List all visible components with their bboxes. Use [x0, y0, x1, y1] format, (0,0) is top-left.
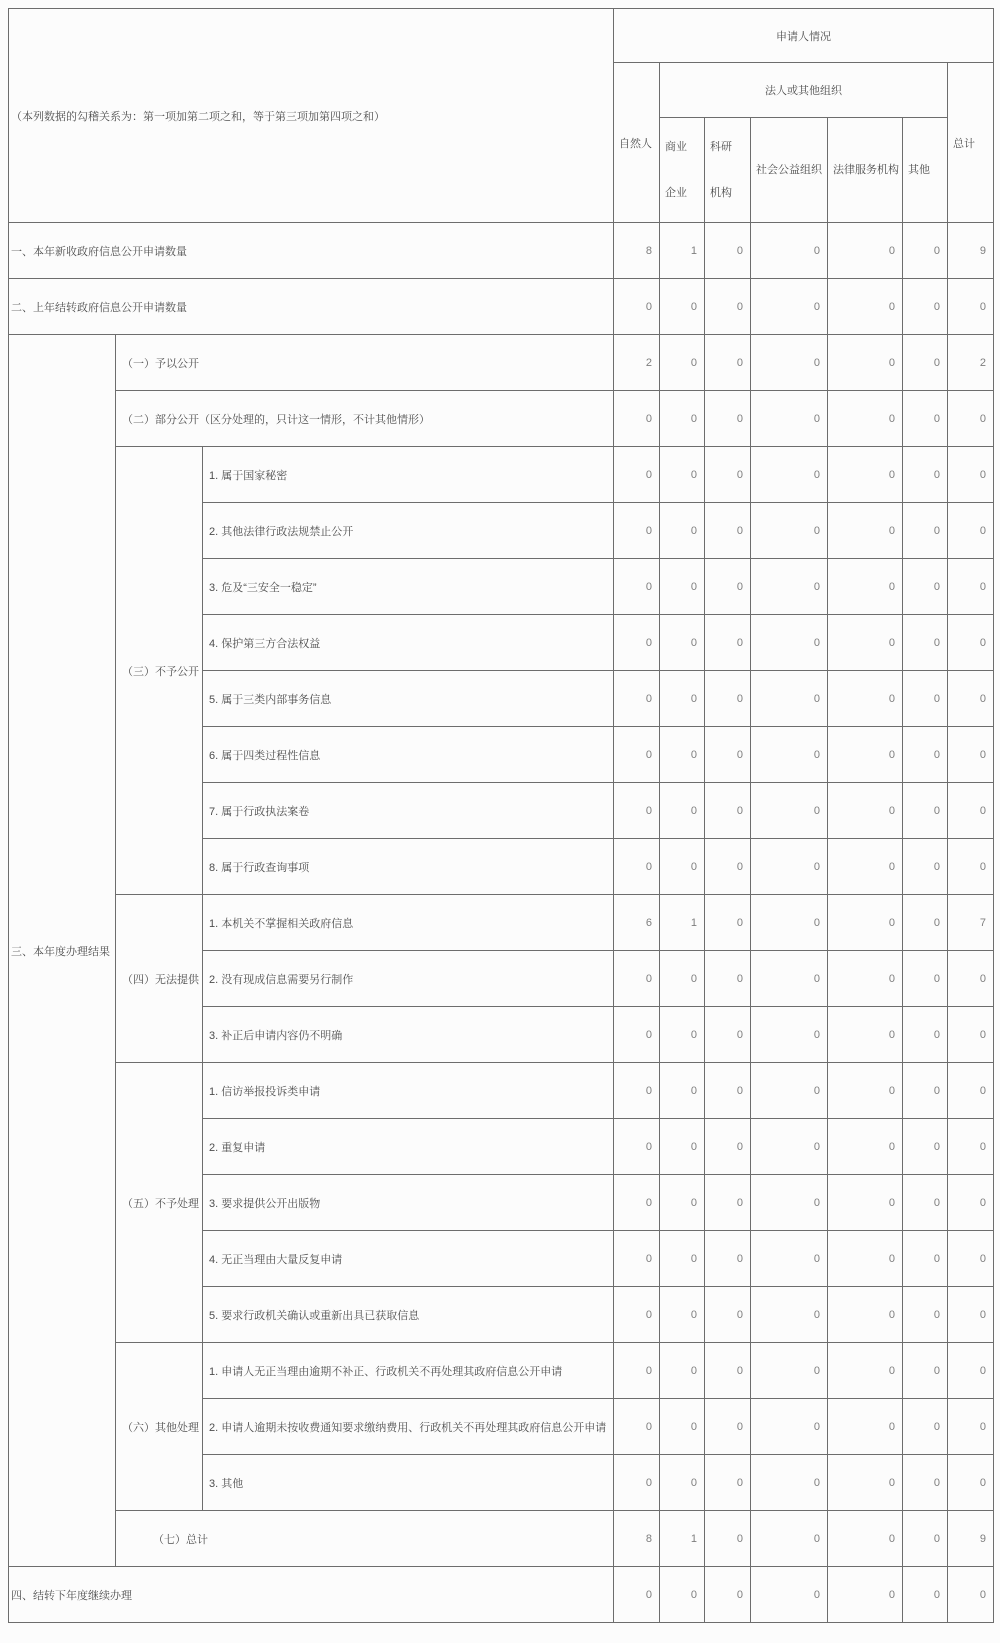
- section-processing-results-label: 三、本年度办理结果: [9, 335, 116, 1567]
- row-unable-item-1-label: 1. 本机关不掌握相关政府信息: [203, 895, 614, 951]
- value-cell: 0: [828, 839, 903, 895]
- row-notprocessed-item-5-label: 5. 要求行政机关确认或重新出具已获取信息: [203, 1287, 614, 1343]
- row-denied-item-6-label: 6. 属于四类过程性信息: [203, 727, 614, 783]
- value-cell: 0: [828, 727, 903, 783]
- group-unable-to-provide-label: （四）无法提供: [116, 895, 203, 1063]
- value-cell: 0: [660, 279, 705, 335]
- row-subtotal-label: （七）总计: [116, 1511, 614, 1567]
- value-cell: 0: [948, 671, 994, 727]
- row-carried-over-from-prev-year: [9, 279, 994, 335]
- header-col-commercial-line2: 企业: [665, 187, 688, 199]
- value-cell: 0: [948, 1287, 994, 1343]
- header-col-research-line2: 机构: [710, 187, 733, 199]
- value-cell: 0: [705, 1399, 751, 1455]
- row-denied-item-4-label: 4. 保护第三方合法权益: [203, 615, 614, 671]
- header-row-applicant: [9, 9, 994, 63]
- value-cell: 0: [828, 1399, 903, 1455]
- value-cell: 0: [828, 391, 903, 447]
- value-cell: 0: [614, 1343, 660, 1399]
- value-cell: 0: [948, 1063, 994, 1119]
- value-cell: 0: [705, 895, 751, 951]
- value-cell: 0: [705, 1511, 751, 1567]
- value-cell: 0: [903, 1287, 948, 1343]
- value-cell: 0: [705, 839, 751, 895]
- value-cell: 0: [660, 1287, 705, 1343]
- value-cell: 9: [948, 223, 994, 279]
- row-unable-item-1: [9, 895, 994, 951]
- value-cell: 0: [751, 559, 828, 615]
- value-cell: 0: [705, 559, 751, 615]
- value-cell: 0: [614, 1231, 660, 1287]
- value-cell: 0: [660, 1231, 705, 1287]
- value-cell: 0: [614, 1567, 660, 1623]
- value-cell: 0: [903, 1343, 948, 1399]
- value-cell: 0: [828, 615, 903, 671]
- header-col-total: 总计: [948, 63, 994, 223]
- value-cell: 0: [660, 1175, 705, 1231]
- value-cell: 0: [614, 279, 660, 335]
- value-cell: 0: [705, 1119, 751, 1175]
- row-otherhandling-item-1-label: 1. 申请人无正当理由逾期不补正、行政机关不再处理其政府信息公开申请: [203, 1343, 614, 1399]
- value-cell: 0: [660, 559, 705, 615]
- row-denied-item-7-label: 7. 属于行政执法案卷: [203, 783, 614, 839]
- header-col-other: 其他: [903, 118, 948, 223]
- row-partially-granted: [9, 391, 994, 447]
- row-otherhandling-item-3-label: 3. 其他: [203, 1455, 614, 1511]
- row-notprocessed-item-1-label: 1. 信访举报投诉类申请: [203, 1063, 614, 1119]
- value-cell: 0: [751, 1007, 828, 1063]
- value-cell: 0: [948, 783, 994, 839]
- value-cell: 0: [903, 335, 948, 391]
- value-cell: 0: [660, 1007, 705, 1063]
- value-cell: 0: [614, 559, 660, 615]
- value-cell: 0: [705, 727, 751, 783]
- value-cell: 0: [948, 503, 994, 559]
- value-cell: 0: [660, 391, 705, 447]
- value-cell: 0: [705, 1287, 751, 1343]
- value-cell: 0: [751, 447, 828, 503]
- value-cell: 0: [614, 1119, 660, 1175]
- header-col-legal-service: 法律服务机构: [828, 118, 903, 223]
- value-cell: 0: [660, 1343, 705, 1399]
- value-cell: 0: [705, 1343, 751, 1399]
- value-cell: 0: [948, 1119, 994, 1175]
- value-cell: 0: [751, 279, 828, 335]
- header-applicant-group: 申请人情况: [614, 9, 994, 63]
- value-cell: 0: [948, 1007, 994, 1063]
- value-cell: 0: [948, 1343, 994, 1399]
- value-cell: 0: [903, 1231, 948, 1287]
- value-cell: 0: [660, 727, 705, 783]
- value-cell: 0: [903, 727, 948, 783]
- value-cell: 0: [948, 1399, 994, 1455]
- value-cell: 0: [614, 783, 660, 839]
- report-note: （本列数据的勾稽关系为：第一项加第二项之和，等于第三项加第四项之和）: [9, 9, 614, 223]
- row-denied-item-3-label: 3. 危及“三安全一稳定”: [203, 559, 614, 615]
- value-cell: 0: [751, 615, 828, 671]
- value-cell: 0: [614, 615, 660, 671]
- value-cell: 0: [948, 1455, 994, 1511]
- value-cell: 0: [660, 1455, 705, 1511]
- value-cell: 0: [903, 1175, 948, 1231]
- row-unable-item-2-label: 2. 没有现成信息需要另行制作: [203, 951, 614, 1007]
- value-cell: 0: [903, 615, 948, 671]
- value-cell: 0: [614, 1007, 660, 1063]
- value-cell: 0: [705, 615, 751, 671]
- value-cell: 0: [828, 1567, 903, 1623]
- value-cell: 1: [660, 223, 705, 279]
- row-denied-item-1: [9, 447, 994, 503]
- row-granted-label: （一）予以公开: [116, 335, 614, 391]
- value-cell: 0: [751, 503, 828, 559]
- row-partially-granted-label: （二）部分公开（区分处理的，只计这一情形，不计其他情形）: [116, 391, 614, 447]
- value-cell: 0: [828, 1119, 903, 1175]
- value-cell: 0: [660, 1399, 705, 1455]
- value-cell: 7: [948, 895, 994, 951]
- value-cell: 0: [903, 895, 948, 951]
- value-cell: 0: [828, 783, 903, 839]
- value-cell: 0: [903, 447, 948, 503]
- row-notprocessed-item-1: [9, 1063, 994, 1119]
- value-cell: 0: [705, 447, 751, 503]
- row-subtotal: [9, 1511, 994, 1567]
- value-cell: 0: [903, 1063, 948, 1119]
- value-cell: 0: [614, 1175, 660, 1231]
- value-cell: 0: [614, 391, 660, 447]
- value-cell: 0: [614, 727, 660, 783]
- value-cell: 0: [828, 1343, 903, 1399]
- value-cell: 0: [828, 895, 903, 951]
- value-cell: 0: [751, 1455, 828, 1511]
- header-col-commercial-enterprise: [660, 118, 705, 223]
- value-cell: 0: [705, 1007, 751, 1063]
- value-cell: 0: [660, 951, 705, 1007]
- row-carried-over-label: 二、上年结转政府信息公开申请数量: [9, 279, 614, 335]
- value-cell: 0: [828, 951, 903, 1007]
- value-cell: 0: [751, 1119, 828, 1175]
- value-cell: 0: [903, 1007, 948, 1063]
- value-cell: 0: [705, 1567, 751, 1623]
- value-cell: 0: [660, 1063, 705, 1119]
- row-otherhandling-item-2-label: 2. 申请人逾期未按收费通知要求缴纳费用、行政机关不再处理其政府信息公开申请: [203, 1399, 614, 1455]
- value-cell: 0: [705, 223, 751, 279]
- header-col-natural-person: 自然人: [614, 63, 660, 223]
- group-not-processed-label: （五）不予处理: [116, 1063, 203, 1343]
- header-col-social-org: 社会公益组织: [751, 118, 828, 223]
- row-unable-item-3-label: 3. 补正后申请内容仍不明确: [203, 1007, 614, 1063]
- value-cell: 0: [660, 839, 705, 895]
- value-cell: 0: [828, 223, 903, 279]
- value-cell: 0: [705, 1231, 751, 1287]
- value-cell: 0: [614, 839, 660, 895]
- value-cell: 0: [751, 391, 828, 447]
- group-other-handling-label: （六）其他处理: [116, 1343, 203, 1511]
- value-cell: 0: [751, 1063, 828, 1119]
- value-cell: 0: [948, 727, 994, 783]
- value-cell: 0: [751, 671, 828, 727]
- value-cell: 0: [614, 503, 660, 559]
- value-cell: 0: [948, 1175, 994, 1231]
- value-cell: 0: [828, 1007, 903, 1063]
- value-cell: 0: [903, 951, 948, 1007]
- value-cell: 0: [903, 503, 948, 559]
- value-cell: 0: [903, 1119, 948, 1175]
- value-cell: 0: [828, 559, 903, 615]
- row-carry-to-next-year-label: 四、结转下年度继续办理: [9, 1567, 614, 1623]
- value-cell: 0: [705, 951, 751, 1007]
- value-cell: 1: [660, 1511, 705, 1567]
- value-cell: 0: [948, 559, 994, 615]
- value-cell: 0: [948, 951, 994, 1007]
- value-cell: 0: [903, 783, 948, 839]
- value-cell: 0: [948, 1567, 994, 1623]
- value-cell: 0: [614, 1287, 660, 1343]
- value-cell: 0: [705, 1175, 751, 1231]
- value-cell: 0: [705, 1455, 751, 1511]
- row-carry-to-next-year: [9, 1567, 994, 1623]
- value-cell: 0: [705, 783, 751, 839]
- header-legal-org-group: 法人或其他组织: [660, 63, 948, 118]
- value-cell: 0: [903, 1399, 948, 1455]
- row-denied-item-8-label: 8. 属于行政查询事项: [203, 839, 614, 895]
- value-cell: 0: [828, 447, 903, 503]
- value-cell: 0: [751, 1343, 828, 1399]
- value-cell: 0: [948, 615, 994, 671]
- value-cell: 0: [614, 1455, 660, 1511]
- row-notprocessed-item-3-label: 3. 要求提供公开出版物: [203, 1175, 614, 1231]
- value-cell: 0: [751, 727, 828, 783]
- value-cell: 0: [705, 1063, 751, 1119]
- row-denied-item-5-label: 5. 属于三类内部事务信息: [203, 671, 614, 727]
- value-cell: 0: [828, 1063, 903, 1119]
- value-cell: 0: [948, 279, 994, 335]
- value-cell: 0: [828, 1455, 903, 1511]
- header-col-research-institution: [705, 118, 751, 223]
- row-notprocessed-item-2-label: 2. 重复申请: [203, 1119, 614, 1175]
- value-cell: 0: [751, 783, 828, 839]
- value-cell: 0: [903, 279, 948, 335]
- value-cell: 0: [828, 279, 903, 335]
- value-cell: 9: [948, 1511, 994, 1567]
- header-col-research-line1: 科研: [710, 141, 733, 153]
- gov-info-disclosure-applications-table: [8, 8, 994, 1623]
- row-denied-item-1-label: 1. 属于国家秘密: [203, 447, 614, 503]
- value-cell: 0: [903, 1567, 948, 1623]
- value-cell: 0: [948, 391, 994, 447]
- value-cell: 0: [660, 1567, 705, 1623]
- value-cell: 0: [903, 1511, 948, 1567]
- value-cell: 0: [751, 895, 828, 951]
- value-cell: 2: [614, 335, 660, 391]
- value-cell: 0: [614, 1399, 660, 1455]
- group-denied-label: （三）不予公开: [116, 447, 203, 895]
- value-cell: 0: [828, 503, 903, 559]
- value-cell: 0: [948, 447, 994, 503]
- value-cell: 0: [828, 1231, 903, 1287]
- row-new-applications-label: 一、本年新收政府信息公开申请数量: [9, 223, 614, 279]
- value-cell: 0: [614, 1063, 660, 1119]
- value-cell: 0: [751, 335, 828, 391]
- value-cell: 0: [705, 335, 751, 391]
- value-cell: 0: [828, 335, 903, 391]
- value-cell: 0: [705, 671, 751, 727]
- value-cell: 2: [948, 335, 994, 391]
- value-cell: 0: [828, 671, 903, 727]
- row-notprocessed-item-4-label: 4. 无正当理由大量反复申请: [203, 1231, 614, 1287]
- row-new-applications: [9, 223, 994, 279]
- value-cell: 0: [903, 839, 948, 895]
- header-col-commercial-line1: 商业: [665, 141, 688, 153]
- value-cell: 0: [705, 279, 751, 335]
- row-denied-item-2-label: 2. 其他法律行政法规禁止公开: [203, 503, 614, 559]
- value-cell: 0: [751, 1399, 828, 1455]
- value-cell: 0: [660, 783, 705, 839]
- value-cell: 0: [903, 223, 948, 279]
- value-cell: 6: [614, 895, 660, 951]
- value-cell: 0: [828, 1511, 903, 1567]
- value-cell: 0: [660, 615, 705, 671]
- value-cell: 0: [948, 839, 994, 895]
- value-cell: 0: [660, 1119, 705, 1175]
- value-cell: 1: [660, 895, 705, 951]
- value-cell: 0: [903, 671, 948, 727]
- value-cell: 0: [828, 1287, 903, 1343]
- value-cell: 0: [903, 391, 948, 447]
- value-cell: 0: [705, 391, 751, 447]
- value-cell: 0: [828, 1175, 903, 1231]
- value-cell: 0: [660, 671, 705, 727]
- value-cell: 8: [614, 223, 660, 279]
- value-cell: 0: [751, 223, 828, 279]
- value-cell: 0: [705, 503, 751, 559]
- value-cell: 0: [751, 1511, 828, 1567]
- value-cell: 0: [751, 1175, 828, 1231]
- row-otherhandling-item-1: [9, 1343, 994, 1399]
- value-cell: 0: [903, 559, 948, 615]
- value-cell: 0: [614, 447, 660, 503]
- value-cell: 0: [751, 839, 828, 895]
- value-cell: 8: [614, 1511, 660, 1567]
- value-cell: 0: [751, 1567, 828, 1623]
- value-cell: 0: [614, 671, 660, 727]
- value-cell: 0: [751, 1287, 828, 1343]
- value-cell: 0: [660, 503, 705, 559]
- value-cell: 0: [948, 1231, 994, 1287]
- value-cell: 0: [751, 1231, 828, 1287]
- value-cell: 0: [903, 1455, 948, 1511]
- value-cell: 0: [660, 447, 705, 503]
- value-cell: 0: [614, 951, 660, 1007]
- row-granted: [9, 335, 994, 391]
- value-cell: 0: [660, 335, 705, 391]
- value-cell: 0: [751, 951, 828, 1007]
